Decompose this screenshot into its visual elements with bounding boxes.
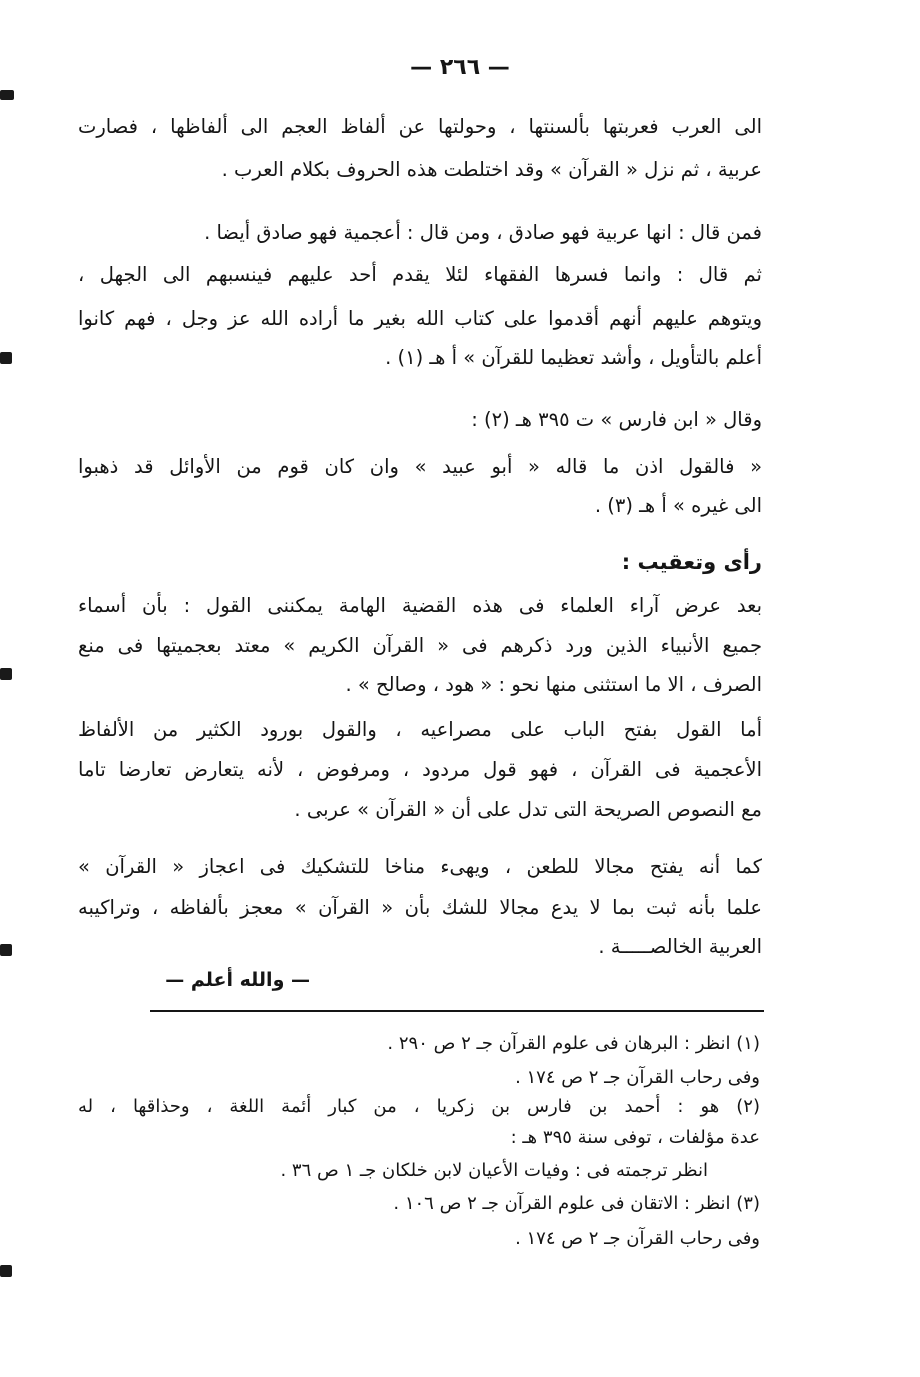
text-line: ويتوهم عليهم أنهم أقدموا على كتاب الله بغير ما أراده الله عز وجل ، فهم كانوا [78,307,762,330]
footnote-divider [150,1010,764,1012]
footnote-line: وفى رحاب القرآن جـ ٢ ص ١٧٤ . [515,1067,760,1088]
text-line: بعد عرض آراء العلماء فى هذه القضية الهامة يمكننى القول : بأن أسماء [78,594,762,617]
text-line: « فالقول اذن ما قاله « أبو عبيد » وان كان قوم من الأوائل قد ذهبوا [78,455,762,478]
section-heading: رأى وتعقيب : [621,550,762,574]
text-line: العربية الخالصـــــة . [598,935,762,958]
text-line: ثم قال : وانما فسرها الفقهاء لئلا يقدم أحد عليهم فينسبهم الى الجهل ، [78,263,762,286]
footnote-line: (٢) هو : أحمد بن فارس بن زكريا ، من كبار أئمة اللغة ، وحذاقها ، له [78,1096,760,1117]
binding-hole-mark [0,352,12,364]
footnote-line: (١) انظر : البرهان فى علوم القرآن جـ ٢ ص ٢٩٠ . [387,1033,760,1054]
text-line: أما القول بفتح الباب على مصراعيه ، والقول بورود الكثير من الألفاظ [78,718,762,741]
text-line: جميع الأنبياء الذين ورد ذكرهم فى « القرآن الكريم » معتد بعجميتها فى منع [78,634,762,657]
text-line: كما أنه يفتح مجالا للطعن ، ويهىء مناخا للتشكيك فى اعجاز « القرآن » [78,855,762,878]
text-line: مع النصوص الصريحة التى تدل على أن « القرآن » عربى . [294,798,762,821]
binding-hole-mark [0,1265,12,1277]
footnote-line: (٣) انظر : الاتقان فى علوم القرآن جـ ٢ ص ١٠٦ . [393,1193,760,1214]
binding-hole-mark [0,668,12,680]
page-number: — ٢٦٦ — [410,55,510,80]
text-line: فمن قال : انها عربية فهو صادق ، ومن قال : أعجمية فهو صادق أيضا . [204,221,762,244]
text-line: الصرف ، الا ما استثنى منها نحو : « هود ، وصالح » . [345,673,762,696]
closing-phrase: — والله أعلم — [165,969,310,991]
text-line: علما بأنه ثبت بما لا يدع مجالا للشك بأن « القرآن » معجز بألفاظه ، وتراكيبه [78,896,762,919]
text-line: أعلم بالتأويل ، وأشد تعظيما للقرآن » أ هـ (١) . [385,346,762,369]
footnote-line: انظر ترجمته فى : وفيات الأعيان لابن خلكان جـ ١ ص ٣٦ . [280,1160,708,1181]
text-line: وقال « ابن فارس » ت ٣٩٥ هـ (٢) : [471,408,762,431]
text-line: الأعجمية فى القرآن ، فهو قول مردود ، ومرفوض ، لأنه يتعارض تعارضا تاما [78,758,762,781]
footnote-line: وفى رحاب القرآن جـ ٢ ص ١٧٤ . [515,1228,760,1249]
binding-hole-mark [0,944,12,956]
text-line: عربية ، ثم نزل « القرآن » وقد اختلطت هذه الحروف بكلام العرب . [221,158,762,181]
text-line: الى غيره » أ هـ (٣) . [594,494,762,517]
footnote-line: عدة مؤلفات ، توفى سنة ٣٩٥ هـ : [510,1127,760,1148]
text-line: الى العرب فعربتها بألسنتها ، وحولتها عن ألفاظ العجم الى ألفاظها ، فصارت [78,115,762,138]
binding-hole-mark [0,90,14,100]
